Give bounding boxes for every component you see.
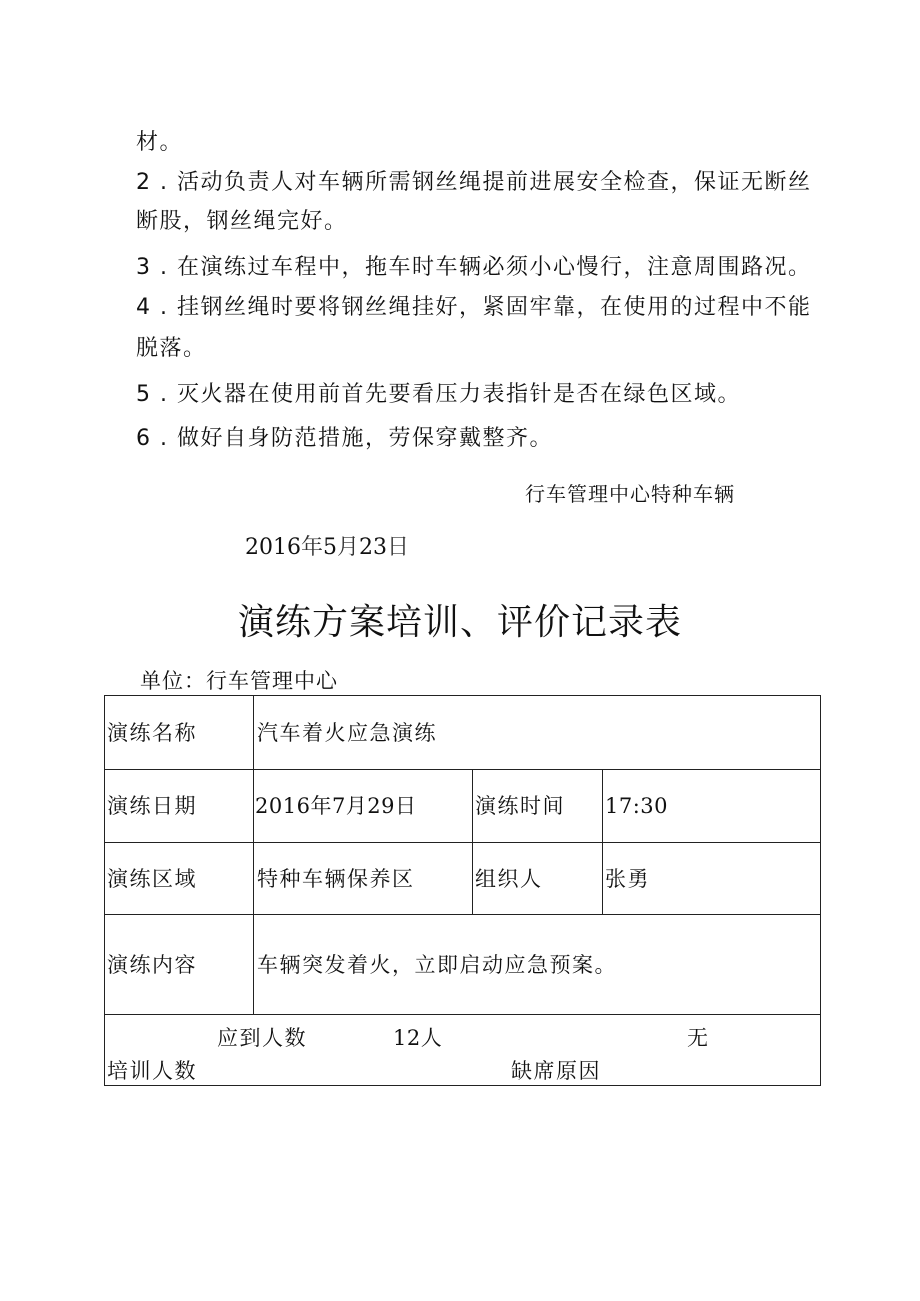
expected-attendance-value: 12人 — [393, 1026, 443, 1050]
drill-date-value: 2016年7月29日 — [255, 794, 417, 818]
date-year: 2016 — [245, 535, 301, 560]
row-divider — [105, 842, 820, 843]
column-divider — [253, 696, 254, 1014]
signature-org: 行车管理中心特种车辆 — [525, 482, 735, 506]
record-table — [104, 695, 821, 1086]
row-divider — [105, 769, 820, 770]
drill-name-value: 汽车着火应急演练 — [257, 721, 437, 745]
date-year-unit: 年 — [301, 535, 324, 560]
expected-attendance-label: 应到人数 — [217, 1026, 307, 1050]
row-divider — [105, 914, 820, 915]
paragraph-continuation: 材。 — [136, 130, 184, 155]
organizer-value: 张勇 — [605, 867, 650, 891]
signature-date — [245, 530, 409, 561]
drill-content-label: 演练内容 — [107, 953, 197, 977]
paragraph-item-6: 6 . 做好自身防范措施，劳保穿戴整齐。 — [136, 426, 553, 451]
row-divider — [105, 1014, 820, 1015]
drill-name-label: 演练名称 — [107, 721, 197, 745]
drill-time-label: 演练时间 — [475, 794, 565, 818]
paragraph-item-2-line2: 断股，钢丝绳完好。 — [136, 209, 348, 234]
drill-date-label: 演练日期 — [107, 794, 197, 818]
column-divider — [472, 769, 473, 914]
form-unit: 单位：行车管理中心 — [140, 669, 338, 693]
training-count-label: 培训人数 — [107, 1059, 197, 1083]
paragraph-item-5: 5 . 灭火器在使用前首先要看压力表指针是否在绿色区域。 — [136, 382, 741, 407]
drill-area-value: 特种车辆保养区 — [257, 867, 415, 891]
drill-time-value: 17:30 — [605, 794, 669, 818]
paragraph-item-2-line1: 2 . 活动负责人对车辆所需钢丝绳提前进展安全检查，保证无断丝 — [136, 170, 812, 195]
column-divider — [602, 769, 603, 914]
date-month: 5 — [323, 535, 338, 560]
organizer-label: 组织人 — [475, 867, 543, 891]
paragraph-item-3: 3 . 在演练过车程中，拖车时车辆必须小心慢行，注意周围路况。 — [136, 255, 812, 280]
drill-content-value: 车辆突发着火，立即启动应急预案。 — [257, 953, 617, 977]
date-month-unit: 月 — [337, 535, 360, 560]
absence-reason-label: 缺席原因 — [511, 1059, 601, 1083]
date-day-unit: 日 — [387, 535, 410, 560]
paragraph-item-4-line2: 脱落。 — [136, 336, 207, 361]
date-day: 23 — [359, 535, 388, 560]
absence-reason-value: 无 — [687, 1026, 710, 1050]
form-title: 演练方案培训、评价记录表 — [237, 602, 682, 643]
paragraph-item-4-line1: 4 . 挂钢丝绳时要将钢丝绳挂好，紧固牢靠，在使用的过程中不能 — [136, 295, 812, 320]
drill-area-label: 演练区域 — [107, 867, 197, 891]
